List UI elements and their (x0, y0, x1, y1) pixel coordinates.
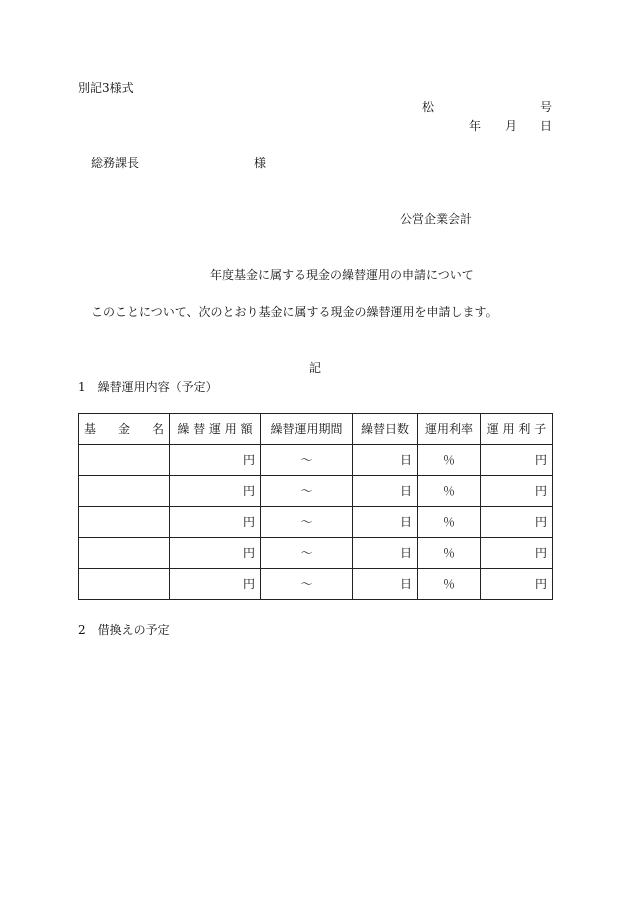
addressee-honorific: 様 (254, 156, 267, 170)
table-header-row (79, 414, 553, 445)
interest-cell: 円 (481, 476, 553, 507)
fund-name-cell (79, 507, 170, 538)
body-text: このことについて、次のとおり基金に属する現金の繰替運用を申請します。 (91, 305, 498, 319)
date-year: 年 (469, 119, 482, 133)
rate-cell: ％ (418, 507, 481, 538)
amount-cell: 円 (170, 507, 261, 538)
table-row (79, 538, 553, 569)
period-cell: ～ (261, 507, 353, 538)
header-period: 繰替運用期間 (261, 414, 353, 445)
header-rate: 運用利率 (418, 414, 481, 445)
operation-table (78, 413, 553, 600)
interest-cell: 円 (481, 445, 553, 476)
doc-number-suffix: 号 (540, 100, 553, 114)
header-days: 繰替日数 (353, 414, 418, 445)
table-row (79, 445, 553, 476)
period-cell: ～ (261, 569, 353, 600)
header-fund-name: 基 金 名 (79, 414, 170, 445)
interest-cell: 円 (481, 538, 553, 569)
rate-cell: ％ (418, 476, 481, 507)
date-month: 月 (505, 119, 518, 133)
period-cell: ～ (261, 538, 353, 569)
interest-cell: 円 (481, 507, 553, 538)
amount-cell: 円 (170, 445, 261, 476)
fund-name-cell (79, 538, 170, 569)
addressee-title: 総務課長 (91, 156, 140, 170)
rate-cell: ％ (418, 445, 481, 476)
header-interest: 運 用 利 子 (481, 414, 553, 445)
days-cell: 日 (353, 538, 418, 569)
table-row (79, 507, 553, 538)
period-cell: ～ (261, 476, 353, 507)
form-label: 別記3様式 (78, 81, 134, 95)
fund-name-cell (79, 445, 170, 476)
ki-marker: 記 (309, 361, 322, 375)
table-row (79, 569, 553, 600)
days-cell: 日 (353, 507, 418, 538)
amount-cell: 円 (170, 538, 261, 569)
header-amount: 繰 替 運 用 額 (170, 414, 261, 445)
fund-name-cell (79, 476, 170, 507)
rate-cell: ％ (418, 569, 481, 600)
period-cell: ～ (261, 445, 353, 476)
doc-number-prefix: 松 (422, 100, 435, 114)
fund-name-cell (79, 569, 170, 600)
days-cell: 日 (353, 445, 418, 476)
table-row (79, 476, 553, 507)
days-cell: 日 (353, 569, 418, 600)
amount-cell: 円 (170, 476, 261, 507)
subject-line: 年度基金に属する現金の繰替運用の申請について (210, 268, 474, 282)
sender: 公営企業会計 (400, 212, 473, 226)
section-2-heading: 2 借換えの予定 (78, 623, 170, 637)
amount-cell: 円 (170, 569, 261, 600)
section-1-heading: 1 繰替運用内容（予定） (78, 380, 218, 394)
interest-cell: 円 (481, 569, 553, 600)
date-day: 日 (540, 119, 553, 133)
days-cell: 日 (353, 476, 418, 507)
rate-cell: ％ (418, 538, 481, 569)
